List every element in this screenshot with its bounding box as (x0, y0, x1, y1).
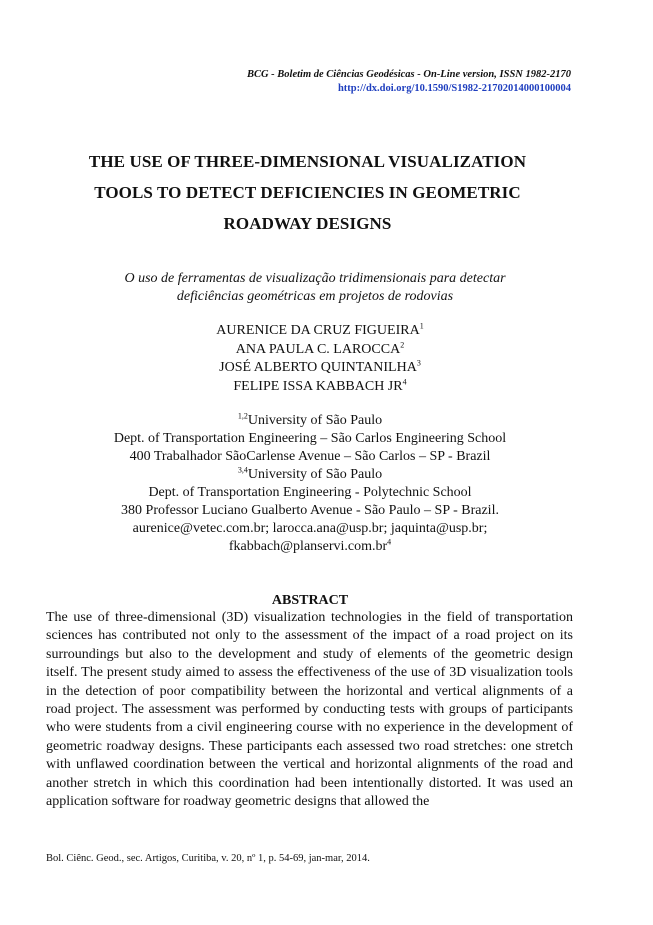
title-line-3: ROADWAY DESIGNS (223, 214, 392, 233)
doi-link[interactable]: http://dx.doi.org/10.1590/S1982-21702014000100004 (337, 83, 571, 94)
abstract-heading: ABSTRACT (271, 593, 349, 608)
author-list (60, 322, 580, 396)
author: ANA PAULA C. LAROCCA$^2$ (235, 339, 405, 357)
subtitle-line-2: deficiências geométricas em projetos de rodovias (176, 289, 454, 304)
portuguese-subtitle (60, 270, 570, 306)
subtitle-line-1: O uso de ferramentas de visualização tridimensionais para detectar (124, 271, 506, 286)
affiliation-university-2: $^{3,4}$University of São Paulo (237, 465, 383, 482)
affiliations (40, 412, 580, 556)
affiliation-department-2: Dept. of Transportation Engineering - Polytechnic School (148, 485, 472, 500)
author: FELIPE ISSA KABBACH $JR^4$ (233, 376, 407, 394)
paper-title (40, 146, 575, 239)
affiliation-department-1: Dept. of Transportation Engineering – São Carlos Engineering School (113, 431, 507, 446)
author-emails: aurenice@vetec.com.br; larocca.ana@usp.br; jaquinta@usp.br; (132, 521, 488, 536)
affiliation-address-1: 400 Trabalhador SãoCarlense Avenue – São Carlos – SP - Brazil (129, 449, 491, 464)
affiliation-address-2: 380 Professor Luciano Gualberto Avenue - São Paulo – SP - Brazil. (121, 503, 499, 518)
title-line-1: THE USE OF THREE-DIMENSIONAL VISUALIZATION (88, 152, 527, 171)
author-emails-2: $fkabbach@planservi.com.br^4$ (228, 537, 392, 554)
author: AURENICE DA CRUZ FIGUEIRA$^1$ (216, 321, 424, 338)
affiliation-university-1: $^{1,2}$University of São Paulo (237, 411, 383, 428)
abstract-text: The use of three-dimensional (3D) visualization technologies in the field of transportation sciences has contributed not only to the assessment of the impact of a road project on its surroundings but also to the development and study of elements of the geometric design itself. The present study aimed to assess the effectiveness of the use of 3D visualization tools in the detection of poor compatibility between the horizontal and vertical alignments of a road project. The assessment was performed by conducting tests with groups of participants who were students from a civil engineering course with no experience in the development of geometric roadway designs. These participants each assessed two road stretches: one stretch with unflawed coordination between the vertical and horizontal alignments of the road and another stretch in which this coordination had been intentionally distorted. It was used an application software for roadway geometric designs that allowed the (46, 610, 573, 810)
title-line-2: TOOLS TO DETECT DEFICIENCIES IN GEOMETRIC (94, 183, 521, 202)
footer-citation: Bol. Ciênc. Geod., sec. Artigos, Curitiba, v. 20, nº 1, p. 54-69, jan-mar, 2014. (46, 853, 370, 864)
journal-header (247, 68, 571, 96)
journal-name: BCG - Boletim de Ciências Geodésicas - On-Line version, ISSN 1982-2170 (246, 69, 571, 80)
author: JOSÉ ALBERTO QUINTANILHA$^3$ (219, 358, 421, 375)
